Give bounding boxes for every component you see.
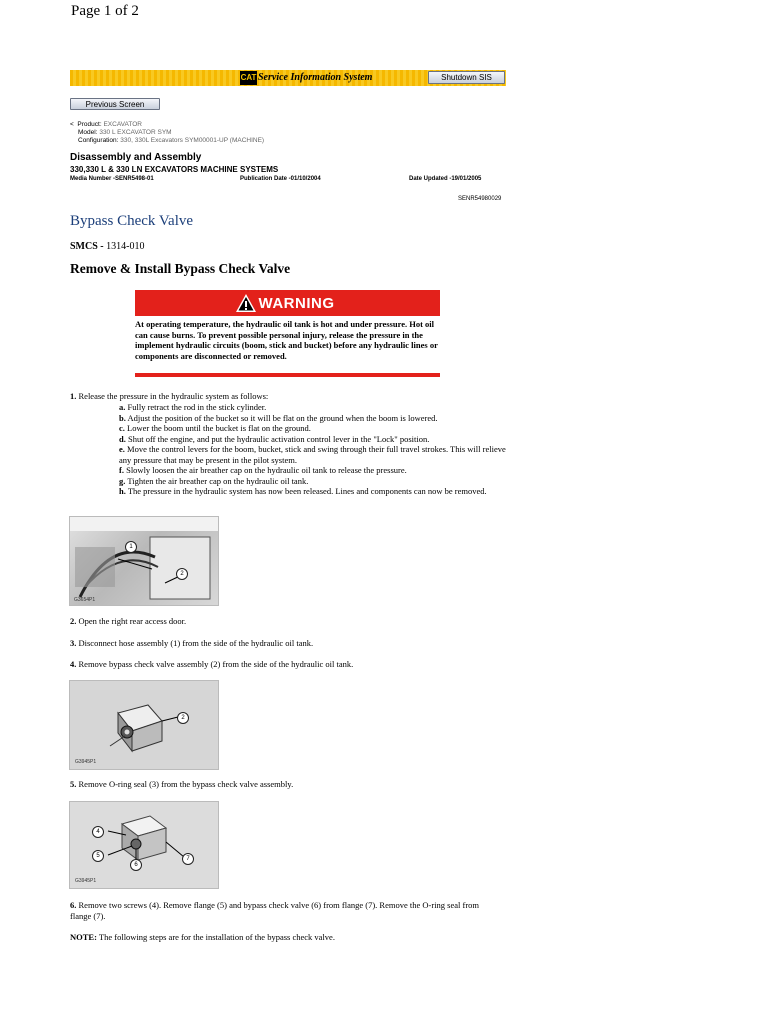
substep-letter: a. [119, 402, 126, 412]
substep-c [119, 423, 509, 434]
substep-letter: c. [119, 423, 125, 433]
previous-screen-button[interactable]: Previous Screen [70, 98, 160, 110]
procedure-title: Remove & Install Bypass Check Valve [70, 261, 291, 276]
substep-text: Lower the boom until the bucket is flat on the ground. [127, 423, 311, 433]
step-6 [70, 900, 495, 921]
tank-illustration-icon [70, 517, 218, 605]
step-5 [70, 779, 293, 790]
callout-2: 2 [177, 712, 189, 724]
substep-f [119, 465, 509, 476]
note-label: NOTE: [70, 932, 97, 942]
warning-banner [135, 290, 440, 316]
substep-letter: h. [119, 486, 126, 496]
substep-letter: e. [119, 444, 125, 454]
substep-text: Slowly loosen the air breather cap on the hydraulic oil tank to release the pressure. [126, 465, 407, 475]
substep-text: The pressure in the hydraulic system has now been released. Lines and components can now be removed. [127, 486, 487, 496]
step-3 [70, 638, 313, 649]
smcs-code [70, 241, 144, 252]
figure-hydraulic-tank [69, 516, 219, 606]
publication-date: Publication Date -01/10/2004 [240, 176, 321, 182]
step-text: Remove two screws (4). Remove flange (5) and bypass check valve (6) from flange (7). Remove the O-ring seal from flange (7). [70, 900, 480, 921]
substep-list [119, 402, 509, 497]
product-value[interactable]: EXCAVATOR [103, 121, 142, 128]
figure-caption: G3945P1 [75, 759, 97, 765]
config-value[interactable]: 330, 330L Excavators SYM00001-UP (MACHINE) [120, 137, 265, 144]
system-title: Service Information System [258, 72, 373, 83]
figure-exploded-valve [69, 801, 219, 889]
substep-letter: b. [119, 412, 126, 423]
page-title: Bypass Check Valve [70, 213, 194, 229]
model-label: Model: [78, 129, 98, 136]
step-text: Open the right rear access door. [78, 616, 187, 626]
substep-text: Shut off the engine, and put the hydraulic activation control lever in the "Lock" position. [127, 433, 430, 444]
step-text: Release the pressure in the hydraulic system as follows: [78, 391, 269, 401]
step-1 [70, 391, 268, 402]
callout-7: 7 [182, 853, 194, 865]
section-title: Disassembly and Assembly [70, 152, 202, 163]
step-number: 2. [70, 616, 77, 626]
step-2 [70, 616, 186, 627]
step-number: 5. [70, 779, 77, 789]
callout-5: 5 [92, 850, 104, 862]
model-value[interactable]: 330 L EXCAVATOR SYM [99, 129, 172, 136]
machine-subtitle: 330,330 L & 330 LN EXCAVATORS MACHINE SYSTEMS [70, 165, 279, 174]
callout-4: 4 [92, 826, 104, 838]
substep-e [119, 444, 509, 465]
substep-d [119, 434, 509, 445]
warning-bottom-bar [135, 373, 440, 377]
substep-a [119, 402, 509, 413]
document-id: SENR54980029 [458, 196, 502, 202]
figure-bypass-valve-assembly [69, 680, 219, 770]
substep-b [119, 413, 509, 424]
warning-heading: WARNING [258, 295, 335, 312]
figure-caption: G3945P1 [75, 878, 97, 884]
date-updated: Date Updated -19/01/2005 [409, 176, 482, 182]
page-number: Page 1 of 2 [71, 3, 139, 19]
valve-assembly-icon [70, 681, 218, 769]
callout-6: 6 [130, 859, 142, 871]
warning-text: At operating temperature, the hydraulic oil tank is hot and under pressure. Hot oil can cause burns. To prevent possible personal injury, release the pressure in the implement hydraulic circuits (boom, stick and bucket) before any hydraulic lines or components are disconnected or removed. [135, 319, 438, 361]
breadcrumb [70, 121, 264, 145]
cat-logo-icon: CAT [240, 71, 257, 85]
callout-2: 2 [176, 568, 188, 580]
step-number: 3. [70, 638, 77, 648]
installation-note [70, 932, 335, 943]
substep-h [119, 486, 509, 497]
smcs-label: SMCS - [70, 241, 104, 252]
step-text: Remove bypass check valve assembly (2) from the side of the hydraulic oil tank. [78, 659, 354, 669]
smcs-value: 1314-010 [106, 241, 145, 252]
config-label: Configuration: [78, 137, 119, 144]
step-4 [70, 659, 353, 670]
shutdown-sis-button[interactable]: Shutdown SIS [428, 71, 505, 84]
substep-text: Move the control levers for the boom, bucket, stick and swing through their full travel strokes. This will relieve any pressure that may be present in the pilot system. [119, 444, 506, 465]
substep-g [119, 476, 509, 487]
substep-text: Fully retract the rod in the stick cylinder. [127, 402, 267, 412]
callout-1: 1 [125, 541, 137, 553]
back-arrow-icon[interactable]: < [70, 121, 74, 128]
step-number: 6. [70, 900, 77, 910]
note-text: The following steps are for the installation of the bypass check valve. [98, 932, 335, 942]
substep-letter: g. [119, 475, 126, 486]
step-text: Disconnect hose assembly (1) from the side of the hydraulic oil tank. [78, 638, 314, 648]
step-number: 4. [70, 659, 77, 669]
figure-caption: G3654P1 [74, 597, 96, 603]
substep-letter: d. [119, 433, 126, 444]
substep-text: Tighten the air breather cap on the hydraulic oil tank. [127, 475, 309, 486]
step-number: 1. [70, 391, 77, 401]
substep-text: Adjust the position of the bucket so it will be flat on the ground when the boom is lowered. [127, 412, 438, 423]
media-number: Media Number -SENR5498-01 [70, 176, 154, 182]
product-label: Product: [77, 121, 102, 128]
exploded-valve-icon [70, 802, 218, 888]
step-text: Remove O-ring seal (3) from the bypass check valve assembly. [78, 779, 294, 789]
substep-letter: f. [119, 465, 124, 475]
